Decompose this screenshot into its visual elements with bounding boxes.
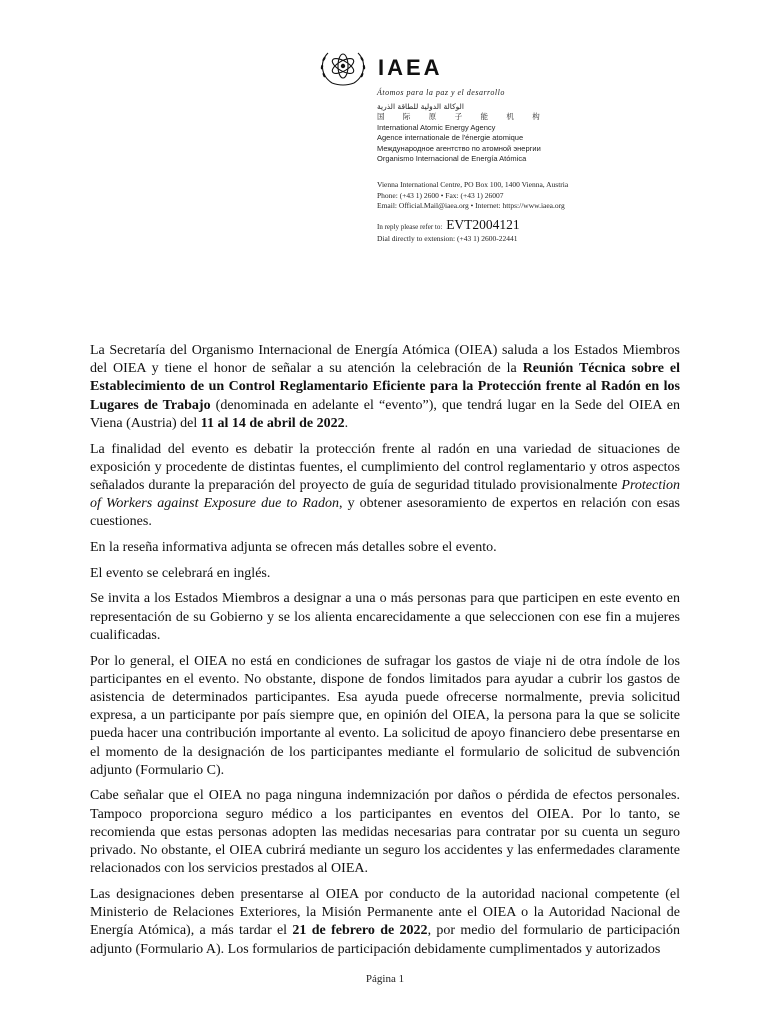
letter-body bbox=[90, 342, 680, 966]
p1-text-2: (denominada en adelante el “evento”), que tendrá lugar en la Sede del OIEA en Viena (Austria) del bbox=[90, 397, 680, 431]
p2-text: La finalidad del evento es debatir la protección frente al radón en una variedad de situaciones de exposición y procedente de distintas fuentes, el cumplimiento del control reglamentario y otros aspectos señalados durante la preparación del proyecto de guía de seguridad titulado provisionalmente bbox=[90, 441, 680, 493]
reply-label: In reply please refer to: bbox=[377, 223, 443, 231]
p8-text: Las designaciones deben presentarse al OIEA por conducto de la autoridad nacional competente (el Ministerio de Relaciones Exteriores, la Misión Permanente ante el OIEA o la Autoridad Nacional de Energía Atómica), a más tardar el bbox=[90, 886, 680, 939]
organization-names bbox=[377, 102, 548, 164]
email-internet: Email: Official.Mail@iaea.org • Internet: https://www.iaea.org bbox=[377, 201, 565, 210]
tagline: Átomos para la paz y el desarrollo bbox=[377, 88, 505, 97]
logo-wordmark: IAEA bbox=[378, 55, 443, 80]
paragraph-3: En la reseña informativa adjunta se ofrecen más detalles sobre el evento. bbox=[90, 540, 497, 556]
org-name-french: Agence internationale de l'énergie atomique bbox=[377, 133, 524, 143]
org-name-russian: Международное агентство по атомной энергии bbox=[377, 143, 541, 153]
paragraph-6: Por lo general, el OIEA no está en condiciones de sufragar los gastos de viaje ni de otra índole de los participantes en el evento. No obstante, dispone de fondos limitados para ayudar a cubrir los gastos de asistencia de determinados participantes. Esa ayuda puede ofrecerse normalmente, previa solicitud expresa, a un participante por país siempre que, en opinión del OIEA, la persona para la que se solicite pueda hacer una contribución importante al evento. La solicitud de apoyo financiero debe presentarse en el momento de la designación de los participantes mediante el formulario de solicitud de subvención adjunto (Formulario C). bbox=[90, 653, 680, 778]
paragraph-2 bbox=[90, 441, 680, 532]
paragraph-4: El evento se celebrará en inglés. bbox=[90, 565, 271, 581]
page-number: Página 1 bbox=[365, 973, 405, 985]
nomination-deadline: 21 de febrero de 2022 bbox=[292, 923, 428, 939]
iaea-logo bbox=[314, 47, 443, 89]
meeting-title: Reunión Técnica sobre el Establecimiento de un Control Reglamentario Eficiente para la Protección frente al Radón en los Lugares de Trabajo bbox=[90, 361, 680, 413]
org-name-arabic: الوكالة الدولية للطاقة الذرية bbox=[377, 102, 464, 111]
dial-extension: Dial directly to extension: (+43 1) 2600-22441 bbox=[377, 234, 518, 243]
p1-text: La Secretaría del Organismo Internacional de Energía Atómica (OIEA) saluda a los Estados Miembros del OIEA y tiene el honor de señalar a su atención la celebración de la bbox=[90, 343, 680, 377]
reply-reference bbox=[377, 219, 520, 245]
paragraph-1 bbox=[90, 342, 680, 433]
org-name-spanish: Organismo Internacional de Energía Atómica bbox=[377, 154, 527, 164]
org-name-english: International Atomic Energy Agency bbox=[377, 122, 496, 132]
phone-fax: Phone: (+43 1) 2600 • Fax: (+43 1) 26007 bbox=[377, 190, 504, 200]
postal-address: Vienna International Centre, PO Box 100, 1400 Vienna, Austria bbox=[377, 180, 569, 189]
atom-olive-wreath-icon bbox=[314, 47, 372, 89]
reference-number: EVT2004121 bbox=[446, 217, 520, 232]
contact-block bbox=[377, 180, 568, 212]
paragraph-7: Cabe señalar que el OIEA no paga ninguna indemnización por daños o pérdida de efectos personales. Tampoco proporciona seguro médico a los participantes en eventos del OIEA. Por lo tanto, se recomienda que estas personas adopten las medidas necesarias para contratar por su cuenta un seguro privado. No obstante, el OIEA cubrirá mediante un seguro los accidentes y las enfermedades claramente relacionados con los servicios prestados al OIEA. bbox=[90, 788, 680, 877]
guide-title: Protection of Workers against Exposure due to Radon bbox=[90, 477, 680, 512]
paragraph-5: Se invita a los Estados Miembros a designar a una o más personas para que participen en este evento en representación de su Gobierno y se los alienta encarecidamente a que seleccionen con ese fin a mujeres cualificadas. bbox=[90, 591, 680, 643]
p8-text-2: , por medio del formulario de participación adjunto (Formulario A). Los formularios de participación debidamente cumplimentados y autorizados bbox=[90, 923, 680, 957]
p2-text-2: , y obtener asesoramiento de expertos en relación con esas cuestiones. bbox=[90, 496, 680, 530]
p1-text-3: . bbox=[344, 415, 349, 431]
paragraph-8 bbox=[90, 886, 680, 959]
org-name-chinese: 国 际 原 子 能 机 构 bbox=[377, 112, 548, 122]
meeting-dates: 11 al 14 de abril de 2022 bbox=[200, 415, 345, 431]
